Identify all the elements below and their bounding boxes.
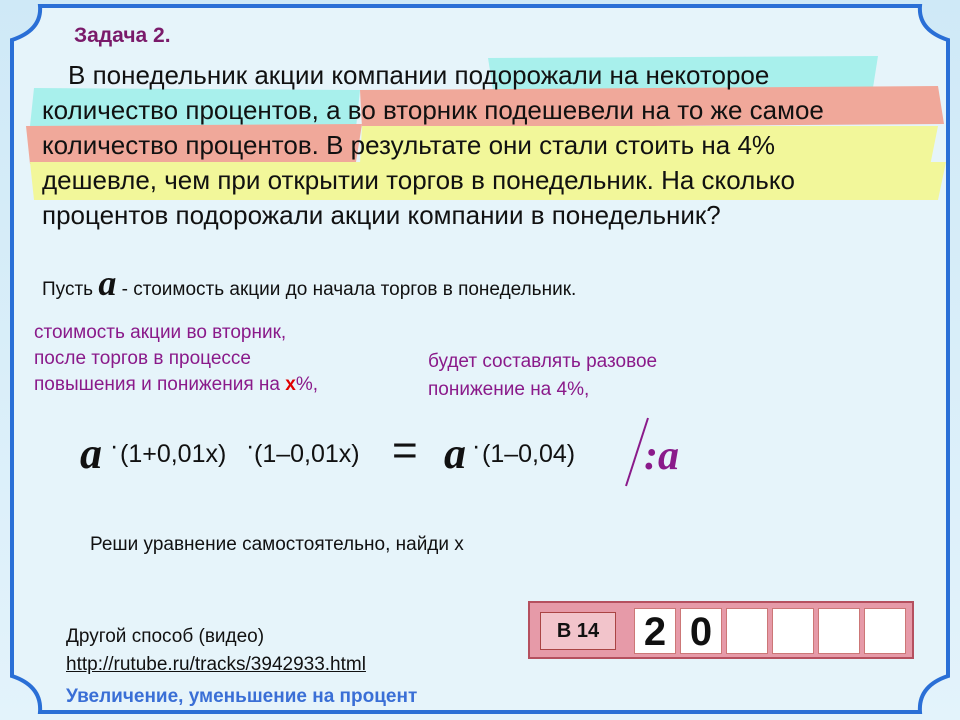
left-note-line-2: после торгов в процессе: [34, 348, 251, 369]
answer-cell-6[interactable]: [864, 608, 906, 654]
problem-line-4: дешевле, чем при открытии торгов в понедельник. На сколько: [42, 165, 795, 195]
eq-dot-1: ·: [110, 432, 119, 460]
topic-link[interactable]: Увеличение, уменьшение на процент: [66, 686, 418, 707]
eq-dot-2: ·: [246, 432, 255, 460]
let-rest: - стоимость акции до начала торгов в понедельник.: [121, 279, 577, 300]
eq-rhs-var: a: [444, 429, 466, 478]
eq-divide: :a: [644, 433, 679, 479]
right-note-line-2: понижение на 4%,: [428, 379, 590, 400]
problem-line-1: В понедельник акции компании подорожали на некоторое: [68, 60, 770, 90]
left-note-var: x: [285, 374, 296, 395]
eq-factor-3: (1–0,04): [482, 440, 576, 468]
video-link[interactable]: http://rutube.ru/tracks/3942933.html: [66, 654, 366, 675]
task-title: Задача 2.: [74, 24, 171, 47]
problem-line-2: количество процентов, а во вторник подешевели на то же самое: [42, 95, 824, 125]
right-note-line-1: будет составлять разовое: [428, 351, 658, 372]
problem-line-5: процентов подорожали акции компании в понедельник?: [42, 200, 721, 230]
problem-line-3: количество процентов. В результате они стали стоить на 4%: [42, 130, 776, 160]
left-note-suffix: %,: [295, 374, 318, 395]
answer-cell-3[interactable]: [726, 608, 768, 654]
answer-cell-5[interactable]: [818, 608, 860, 654]
eq-factor-2: (1–0,01x): [254, 440, 360, 468]
eq-lhs-var: a: [80, 429, 102, 478]
answer-cell-1[interactable]: 2: [634, 608, 676, 654]
eq-dot-3: ·: [472, 432, 481, 460]
left-note-line-1: стоимость акции во вторник,: [34, 322, 287, 343]
answer-cell-2[interactable]: 0: [680, 608, 722, 654]
eq-factor-1: (1+0,01x): [120, 440, 227, 468]
left-note-line-3: повышения и понижения на x%,: [34, 374, 318, 395]
let-prefix: Пусть: [42, 279, 94, 300]
alt-method: Другой способ (видео): [66, 626, 265, 647]
eq-equals: =: [392, 426, 418, 475]
answer-cell-4[interactable]: [772, 608, 814, 654]
answer-label: В 14: [540, 612, 616, 650]
instruction: Реши уравнение самостоятельно, найди х: [90, 534, 464, 555]
variable-a: a: [98, 263, 117, 303]
